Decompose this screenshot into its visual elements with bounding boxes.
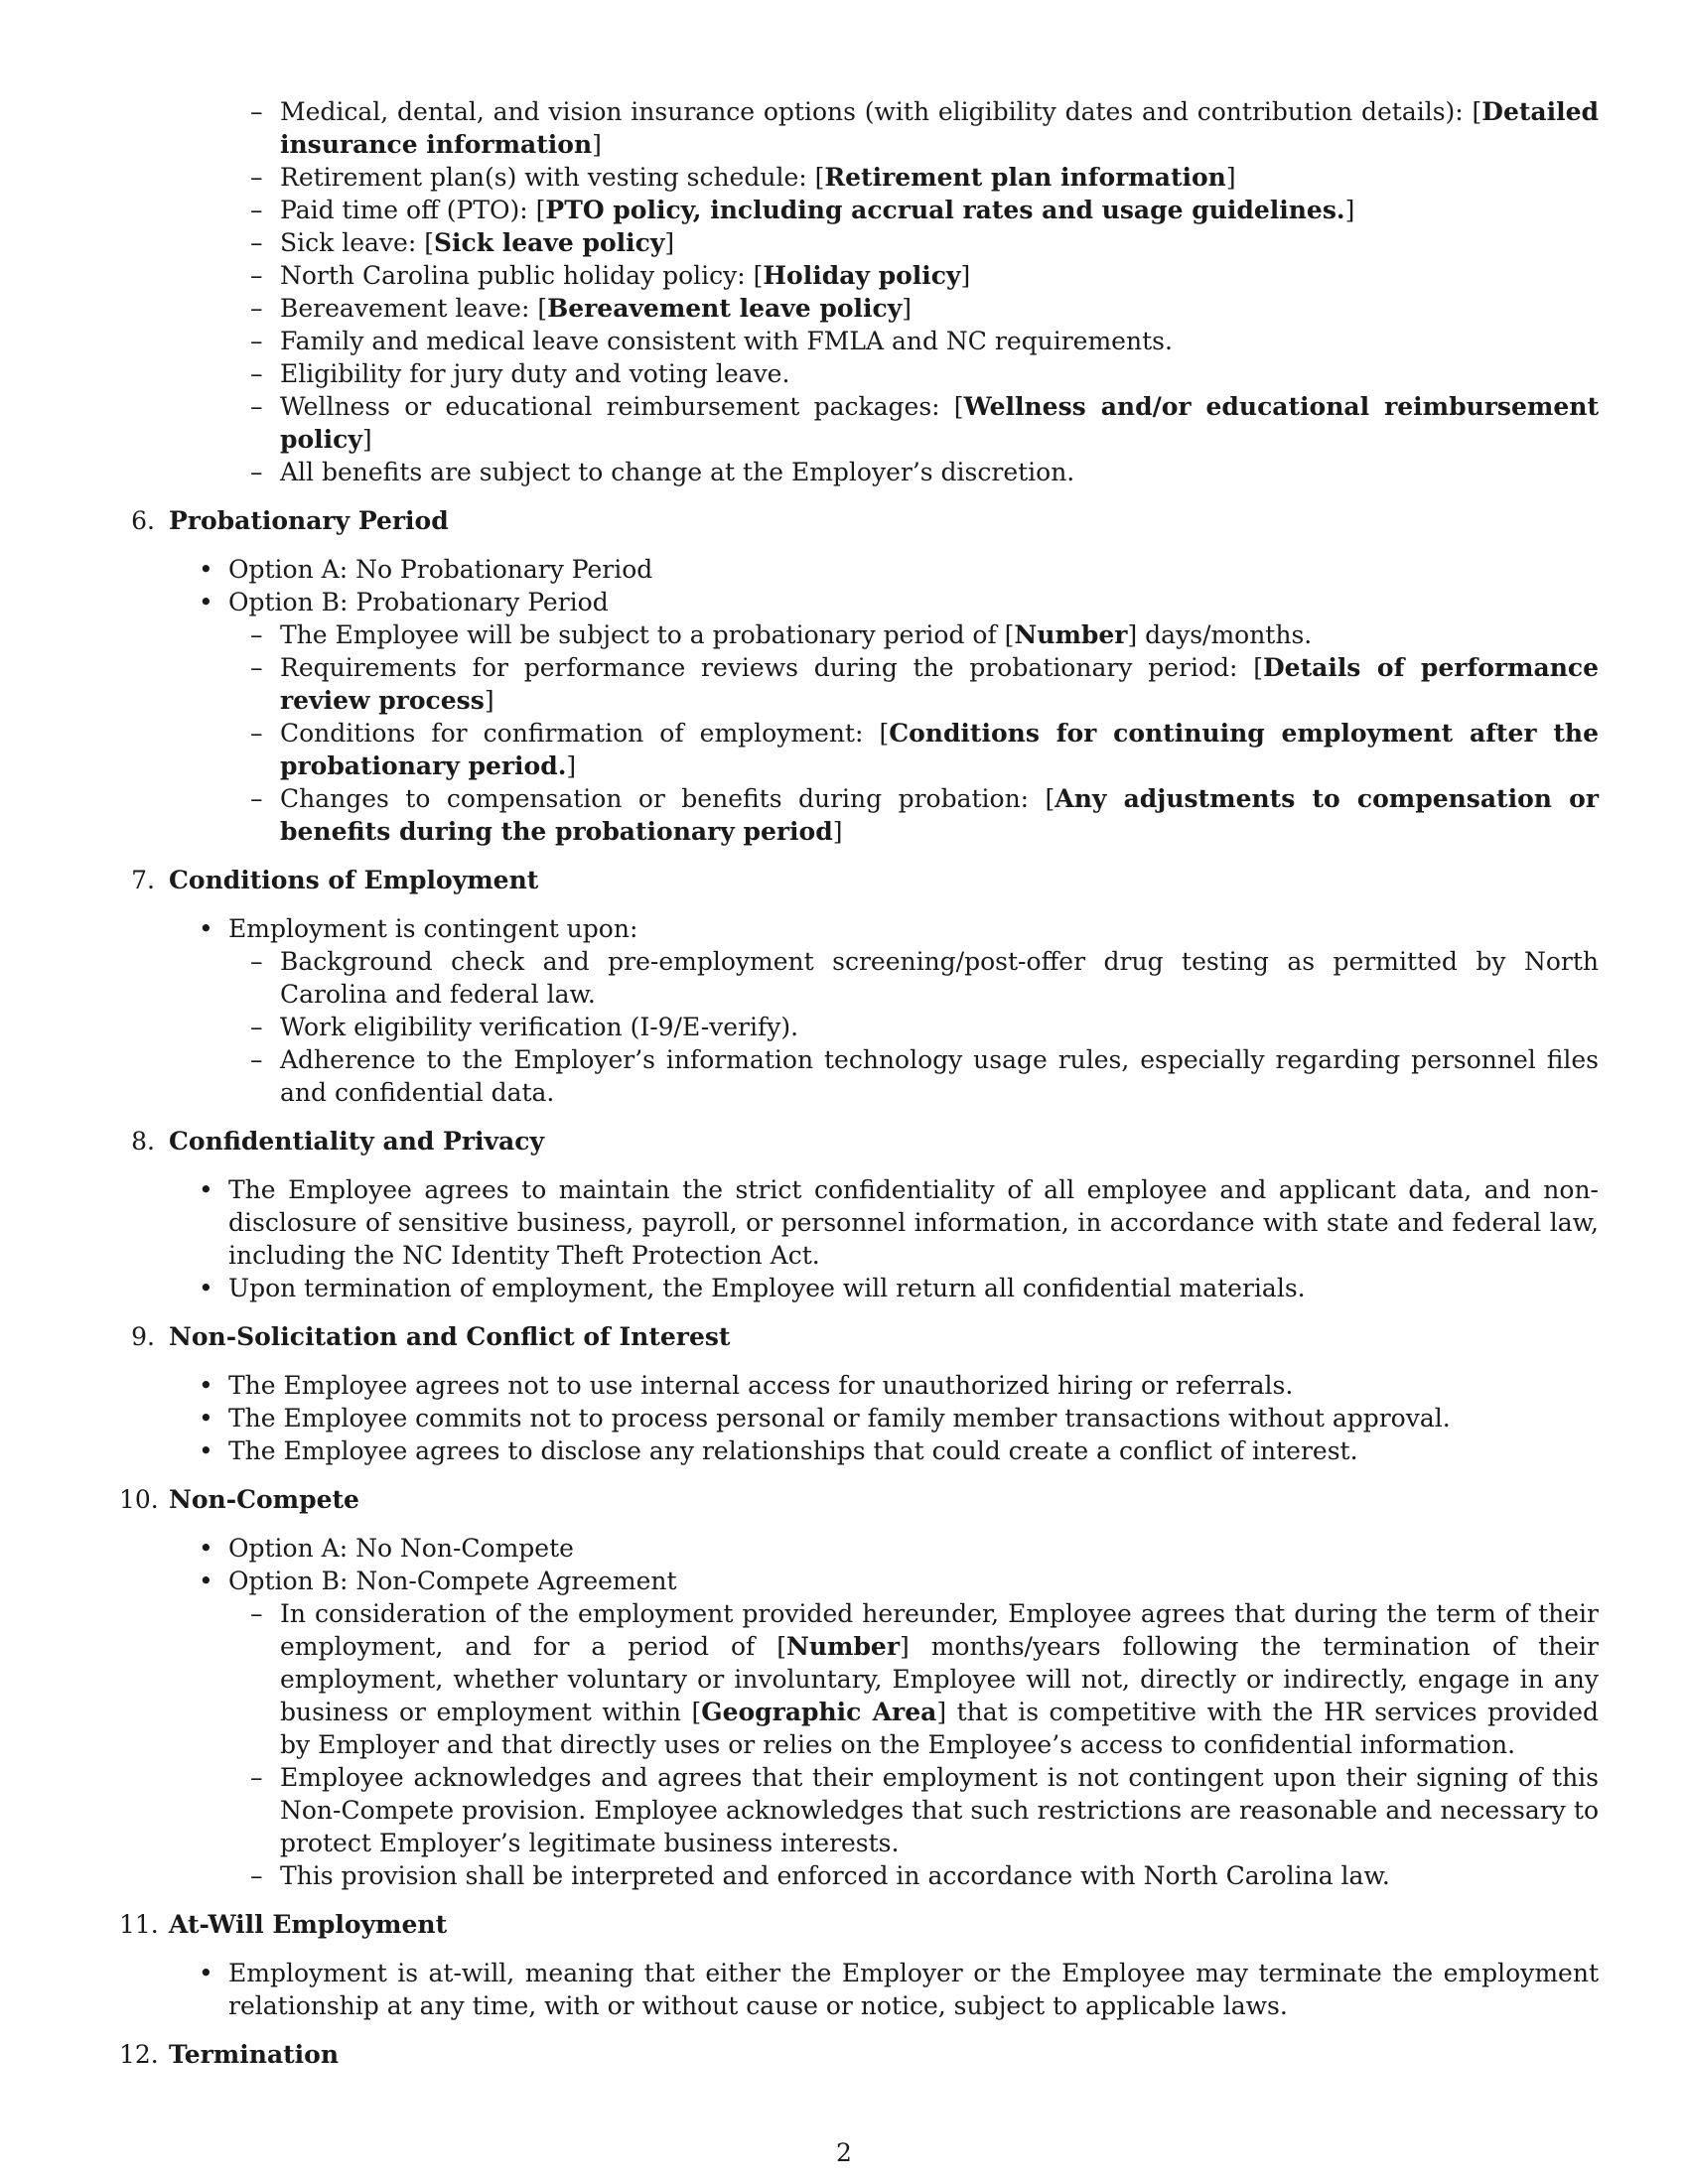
page-number: 2 bbox=[836, 2138, 852, 2167]
bullet-icon: • bbox=[199, 1404, 213, 1433]
list-item: • Employment is contingent upon: – Background check and pre-employment screening/post-offer drug testing as permitted by North Carolina and federal law. – Work eligibility verification (I-9/E-verify). – Adherence to the Employer’s information technology usage rules, especially regarding personnel files and confidential data. bbox=[228, 912, 1599, 1109]
list-item: – The Employee will be subject to a probationary period of [Number] days/months. bbox=[280, 618, 1599, 651]
list-item: – Requirements for performance reviews during the probationary period: [Details of performance review process] bbox=[280, 651, 1599, 717]
section-title: Termination bbox=[169, 2040, 340, 2069]
list-item: – This provision shall be interpreted and enforced in accordance with North Carolina law. bbox=[280, 1859, 1599, 1892]
bullet-icon: • bbox=[199, 1371, 213, 1400]
list-item: – In consideration of the employment provided hereunder, Employee agrees that during the term of their employment, and for a period of [Number] months/years following the termination of their employment, whether voluntary or involuntary, Employee will not, directly or indirectly, engage in any business or employment within [Geographic Area] that is competitive with the HR services provided by Employer and that directly uses or relies on the Employee’s access to confidential information. bbox=[280, 1597, 1599, 1761]
bullet-list bbox=[119, 1369, 1599, 1467]
bullet-icon: • bbox=[199, 588, 213, 616]
section-number: 7. bbox=[131, 866, 155, 894]
list-item: – Conditions for confirmation of employment: [Conditions for continuing employment after the probationary period.] bbox=[280, 717, 1599, 782]
section-heading bbox=[119, 1908, 1599, 1941]
list-item: • Option A: No Probationary Period bbox=[199, 555, 653, 584]
section-confidentiality bbox=[119, 1125, 1599, 1304]
list-item: – Retirement plan(s) with vesting schedule: [Retirement plan information] bbox=[280, 161, 1599, 194]
sub-list bbox=[228, 945, 1599, 1109]
list-item: – Adherence to the Employer’s information technology usage rules, especially regarding personnel files and confidential data. bbox=[280, 1043, 1599, 1109]
section-heading bbox=[119, 864, 1599, 896]
bullet-icon: • bbox=[199, 1175, 213, 1204]
benefits-list bbox=[119, 95, 1599, 488]
section-heading bbox=[119, 2038, 1599, 2071]
bullet-list bbox=[119, 1532, 1599, 1892]
bullet-icon: • bbox=[199, 1436, 213, 1465]
list-item: • Upon termination of employment, the Employee will return all confidential materials. bbox=[199, 1274, 1306, 1302]
section-number: 10. bbox=[119, 1485, 159, 1514]
section-heading bbox=[119, 1483, 1599, 1516]
list-item: – Employee acknowledges and agrees that their employment is not contingent upon their signing of this Non-Compete provision. Employee acknowledges that such restrictions are reasonable and necessary to protect Employer’s legitimate business interests. bbox=[280, 1761, 1599, 1859]
section-heading bbox=[119, 504, 1599, 537]
bullet-list bbox=[119, 553, 1599, 848]
list-item: – Sick leave: [Sick leave policy] bbox=[280, 226, 1599, 259]
bullet-list bbox=[119, 1173, 1599, 1304]
section-non-solicitation bbox=[119, 1320, 1599, 1467]
section-title: At-Will Employment bbox=[169, 1910, 448, 1939]
section-non-compete bbox=[119, 1483, 1599, 1892]
list-item: – Work eligibility verification (I-9/E-verify). bbox=[280, 1011, 1599, 1043]
list-item: – North Carolina public holiday policy: [Holiday policy] bbox=[280, 259, 1599, 292]
list-item: • The Employee agrees not to use internal access for unauthorized hiring or referrals. bbox=[199, 1371, 1294, 1400]
list-item: • The Employee agrees to maintain the strict confidentiality of all employee and applicant data, and non-disclosure of sensitive business, payroll, or personnel information, in accordance with state and federal law, including the NC Identity Theft Protection Act. bbox=[199, 1175, 1599, 1270]
sub-list bbox=[228, 618, 1599, 848]
section-title: Confidentiality and Privacy bbox=[169, 1127, 545, 1156]
section-conditions-of-employment bbox=[119, 864, 1599, 1109]
list-item: • Employment is at-will, meaning that either the Employer or the Employee may terminate the employment relationship at any time, with or without cause or notice, subject to applicable laws. bbox=[199, 1959, 1599, 2020]
list-item: – All benefits are subject to change at the Employer’s discretion. bbox=[280, 456, 1599, 488]
section-title: Non-Compete bbox=[169, 1485, 359, 1514]
section-at-will bbox=[119, 1908, 1599, 2022]
bullet-icon: • bbox=[199, 1534, 213, 1563]
section-number: 11. bbox=[119, 1910, 159, 1939]
list-item: • Option B: Probationary Period – The Employee will be subject to a probationary period of [Number] days/months. – Requirements for performance reviews during the probationary period: [Details of performance review process] – Conditions for confirmation of employment: [Conditions for continuing employment after the probationary period.] – Changes to compensation or benefits during probation: [Any adjustments to compensation or benefits during the probationary period] bbox=[228, 586, 1599, 848]
list-item: • Option B: Non-Compete Agreement – In consideration of the employment provided hereunder, Employee agrees that during the term of their employment, and for a period of [Number] months/years following the termination of their employment, whether voluntary or involuntary, Employee will not, directly or indirectly, engage in any business or employment within [Geographic Area] that is competitive with the HR services provided by Employer and that directly uses or relies on the Employee’s access to confidential information. – Employee acknowledges and agrees that their employment is not contingent upon their signing of this Non-Compete provision. Employee acknowledges that such restrictions are reasonable and necessary to protect Employer’s legitimate business interests. – This provision shall be interpreted and enforced in accordance with North Carolina law. bbox=[228, 1565, 1599, 1892]
list-item: • Option A: No Non-Compete bbox=[199, 1534, 574, 1563]
list-item: – Medical, dental, and vision insurance options (with eligibility dates and contribution details): [Detailed insurance information] bbox=[280, 95, 1599, 161]
section-number: 8. bbox=[131, 1127, 155, 1156]
bullet-icon: • bbox=[199, 1959, 213, 1987]
section-title: Probationary Period bbox=[169, 506, 449, 535]
bullet-icon: • bbox=[199, 1274, 213, 1302]
list-item: – Background check and pre-employment screening/post-offer drug testing as permitted by North Carolina and federal law. bbox=[280, 945, 1599, 1011]
list-item: – Bereavement leave: [Bereavement leave policy] bbox=[280, 292, 1599, 325]
bullet-list bbox=[119, 1957, 1599, 2022]
bullet-list bbox=[119, 912, 1599, 1109]
sub-list bbox=[228, 1597, 1599, 1892]
document-body bbox=[119, 95, 1599, 2087]
list-item: • The Employee agrees to disclose any relationships that could create a conflict of interest. bbox=[199, 1436, 1358, 1465]
bullet-icon: • bbox=[199, 1567, 213, 1595]
bullet-icon: • bbox=[199, 914, 213, 943]
section-number: 12. bbox=[119, 2040, 159, 2069]
section-heading bbox=[119, 1320, 1599, 1353]
list-item: – Changes to compensation or benefits during probation: [Any adjustments to compensation or benefits during the probationary period] bbox=[280, 782, 1599, 848]
list-item: – Eligibility for jury duty and voting leave. bbox=[280, 357, 1599, 390]
section-termination bbox=[119, 2038, 1599, 2071]
section-title: Conditions of Employment bbox=[169, 866, 539, 894]
list-item: – Wellness or educational reimbursement packages: [Wellness and/or educational reimbursement policy] bbox=[280, 390, 1599, 456]
section-number: 9. bbox=[131, 1322, 155, 1351]
bullet-icon: • bbox=[199, 555, 213, 584]
section-heading bbox=[119, 1125, 1599, 1158]
section-probationary-period bbox=[119, 504, 1599, 848]
list-item: – Paid time off (PTO): [PTO policy, including accrual rates and usage guidelines.] bbox=[280, 194, 1599, 226]
section-title: Non-Solicitation and Conflict of Interest bbox=[169, 1322, 731, 1351]
section-number: 6. bbox=[131, 506, 155, 535]
list-item: • The Employee commits not to process personal or family member transactions without approval. bbox=[199, 1404, 1451, 1433]
list-item: – Family and medical leave consistent with FMLA and NC requirements. bbox=[280, 325, 1599, 357]
